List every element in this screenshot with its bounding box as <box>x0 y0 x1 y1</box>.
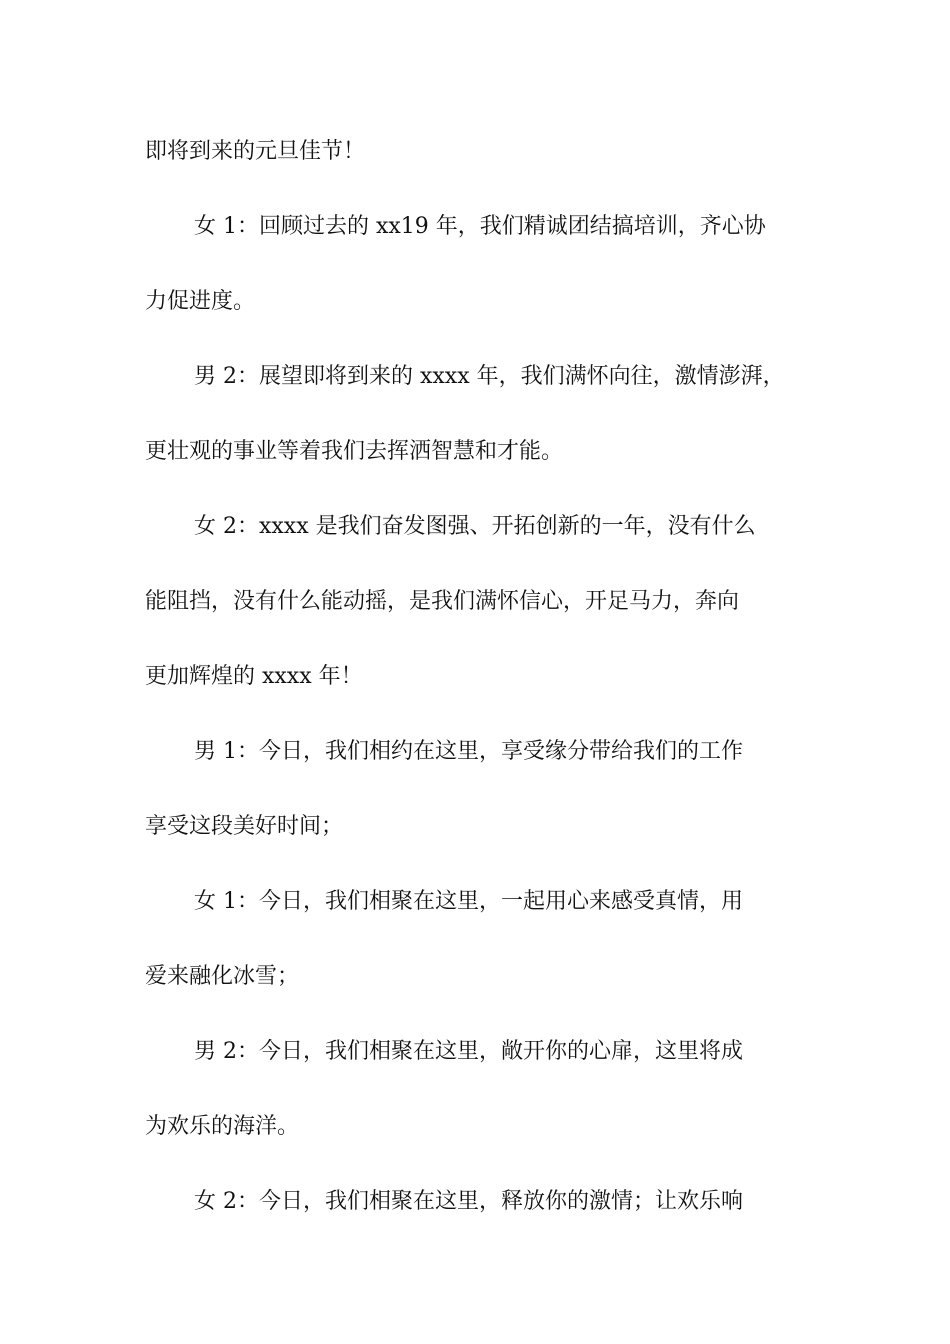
text-line: 享受这段美好时间； <box>145 814 344 839</box>
text-line: 女 1：回顾过去的 xx19 年，我们精诚团结搞培训，齐心协 <box>194 214 766 239</box>
text-line: 男 1：今日，我们相约在这里，享受缘分带给我们的工作 <box>194 739 743 764</box>
text-line: 女 2：今日，我们相聚在这里，释放你的激情；让欢乐响 <box>194 1189 743 1214</box>
text-line: 更壮观的事业等着我们去挥洒智慧和才能。 <box>145 439 564 464</box>
text-line: 女 1：今日，我们相聚在这里，一起用心来感受真情，用 <box>194 889 743 914</box>
text-line: 男 2：展望即将到来的 xxxx 年，我们满怀向往，激情澎湃， <box>194 364 785 389</box>
text-line: 能阻挡，没有什么能动摇，是我们满怀信心，开足马力，奔向 <box>145 589 740 614</box>
text-line: 为欢乐的海洋。 <box>145 1114 300 1139</box>
text-line: 即将到来的元旦佳节！ <box>145 139 366 164</box>
text-line: 力促进度。 <box>145 289 256 314</box>
text-line: 男 2：今日，我们相聚在这里，敞开你的心扉，这里将成 <box>194 1039 743 1064</box>
text-line: 女 2：xxxx 是我们奋发图强、开拓创新的一年，没有什么 <box>194 514 756 539</box>
text-line: 爱来融化冰雪； <box>145 964 300 989</box>
text-line: 更加辉煌的 xxxx 年！ <box>145 664 363 689</box>
